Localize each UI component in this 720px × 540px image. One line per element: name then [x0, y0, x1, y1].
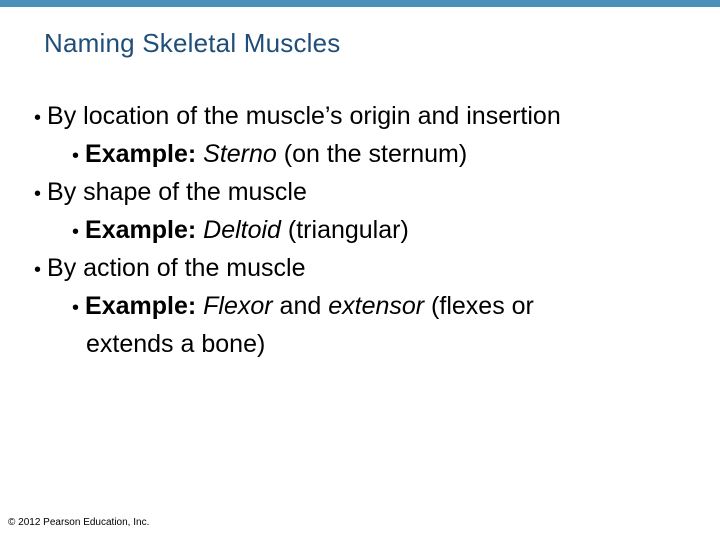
- sub-bullet-deltoid: [72, 212, 694, 250]
- example-detail: (on the sternum): [276, 140, 468, 168]
- bullet-dot: •: [34, 107, 42, 129]
- bullet-location: [34, 98, 694, 136]
- bullet-dot: •: [72, 145, 80, 167]
- bullet-action-text: By action of the muscle: [47, 254, 306, 282]
- example-term: Deltoid: [203, 216, 281, 244]
- example-label: Example:: [85, 292, 197, 320]
- sub-bullet-sterno: [72, 136, 694, 174]
- bullet-shape-text: By shape of the muscle: [47, 178, 307, 206]
- bullet-dot: •: [72, 221, 80, 243]
- example-term: Sterno: [203, 140, 277, 168]
- example-label: Example:: [85, 140, 197, 168]
- bullet-list: [34, 98, 694, 362]
- sub-bullet-flexor-extensor: [72, 288, 692, 362]
- bullet-dot: •: [34, 183, 42, 205]
- bullet-dot: •: [34, 259, 42, 281]
- example-term-extensor: extensor: [328, 292, 425, 320]
- sub-bullet-line-2: extends a bone): [86, 330, 266, 358]
- example-detail: (triangular): [280, 216, 409, 244]
- bullet-shape: [34, 174, 694, 212]
- example-term-flexor: Flexor: [203, 292, 273, 320]
- example-label: Example:: [85, 216, 197, 244]
- top-accent-bar: [0, 0, 720, 7]
- sub-bullet-line-1: [72, 288, 692, 326]
- copyright-footer: © 2012 Pearson Education, Inc.: [8, 517, 150, 528]
- example-connector: and: [272, 292, 329, 320]
- slide-title: Naming Skeletal Muscles: [44, 28, 341, 58]
- bullet-action: [34, 250, 694, 288]
- bullet-dot: •: [72, 297, 80, 319]
- example-detail: (flexes or: [424, 292, 534, 320]
- bullet-location-text: By location of the muscle’s origin and insertion: [47, 102, 561, 130]
